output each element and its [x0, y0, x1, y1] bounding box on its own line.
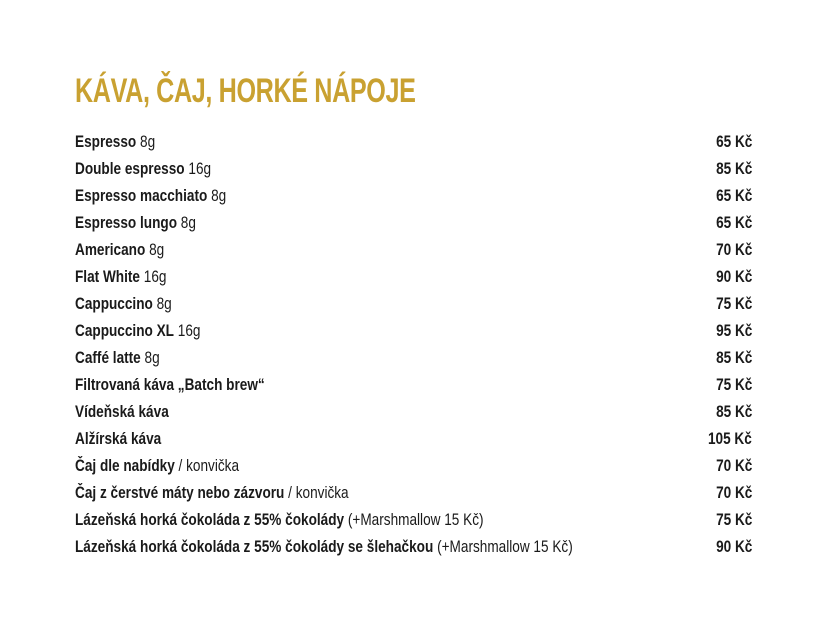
menu-item — [75, 128, 752, 155]
menu-list — [75, 128, 752, 560]
menu-item — [75, 344, 752, 371]
item-text — [75, 479, 349, 506]
item-text — [75, 290, 172, 317]
item-text — [75, 155, 211, 182]
item-price: 105 Kč — [708, 429, 752, 448]
menu-item — [75, 398, 752, 425]
item-name: Vídeňská káva — [75, 402, 169, 421]
menu-item — [75, 533, 752, 560]
item-text — [75, 425, 161, 452]
item-name: Alžírská káva — [75, 429, 162, 448]
item-price: 85 Kč — [715, 402, 752, 421]
menu-item — [75, 479, 752, 506]
item-detail: (+Marshmallow 15 Kč) — [344, 510, 484, 529]
item-detail: 8g — [177, 213, 196, 232]
item-text — [75, 263, 166, 290]
item-price: 70 Kč — [715, 483, 752, 502]
menu-item — [75, 506, 752, 533]
item-detail: (+Marshmallow 15 Kč) — [433, 537, 573, 556]
item-price: 95 Kč — [715, 321, 752, 340]
item-name: Čaj dle nabídky — [75, 456, 175, 475]
item-price: 90 Kč — [715, 267, 752, 286]
menu-item — [75, 452, 752, 479]
item-text — [75, 209, 196, 236]
menu-item — [75, 263, 752, 290]
menu-title: KÁVA, ČAJ, HORKÉ NÁPOJE — [75, 72, 416, 110]
item-text — [75, 317, 200, 344]
item-detail: / konvička — [174, 456, 240, 475]
item-price: 75 Kč — [715, 510, 752, 529]
item-text — [75, 236, 164, 263]
menu-item — [75, 317, 752, 344]
item-name: Cappuccino — [75, 294, 153, 313]
item-name: Lázeňská horká čokoláda z 55% čokolády se šlehačkou — [75, 537, 434, 556]
item-price: 70 Kč — [715, 456, 752, 475]
menu-item — [75, 371, 752, 398]
item-name: Espresso lungo — [75, 213, 178, 232]
item-detail: 8g — [136, 132, 156, 151]
item-detail: 16g — [184, 159, 212, 178]
item-detail: 8g — [152, 294, 172, 313]
menu-item — [75, 425, 752, 452]
item-text — [75, 182, 226, 209]
menu-item — [75, 290, 752, 317]
item-price: 65 Kč — [715, 132, 752, 151]
item-detail: 8g — [207, 186, 227, 205]
item-name: Americano — [75, 240, 146, 259]
item-name: Filtrovaná káva „Batch brew“ — [75, 375, 265, 394]
item-detail: 8g — [145, 240, 165, 259]
item-price: 75 Kč — [715, 294, 752, 313]
item-text — [75, 128, 155, 155]
menu-item — [75, 182, 752, 209]
item-text — [75, 398, 169, 425]
item-text — [75, 533, 573, 560]
item-detail: 8g — [140, 348, 160, 367]
item-text — [75, 452, 239, 479]
item-name: Double espresso — [75, 159, 185, 178]
item-name: Flat White — [75, 267, 140, 286]
item-detail: 16g — [139, 267, 167, 286]
item-name: Caffé latte — [75, 348, 141, 367]
item-detail: / konvička — [284, 483, 349, 502]
item-name: Lázeňská horká čokoláda z 55% čokolády — [75, 510, 345, 529]
menu-item — [75, 209, 752, 236]
item-name: Čaj z čerstvé máty nebo zázvoru — [75, 483, 285, 502]
item-price: 90 Kč — [715, 537, 752, 556]
item-name: Cappuccino XL — [75, 321, 174, 340]
item-price: 65 Kč — [715, 213, 752, 232]
item-name: Espresso — [75, 132, 137, 151]
item-price: 70 Kč — [715, 240, 752, 259]
item-text — [75, 371, 265, 398]
item-price: 65 Kč — [715, 186, 752, 205]
menu-item — [75, 236, 752, 263]
item-text — [75, 506, 484, 533]
menu-item — [75, 155, 752, 182]
item-price: 75 Kč — [715, 375, 752, 394]
item-name: Espresso macchiato — [75, 186, 208, 205]
item-price: 85 Kč — [715, 159, 752, 178]
item-text — [75, 344, 160, 371]
item-price: 85 Kč — [715, 348, 752, 367]
item-detail: 16g — [173, 321, 201, 340]
